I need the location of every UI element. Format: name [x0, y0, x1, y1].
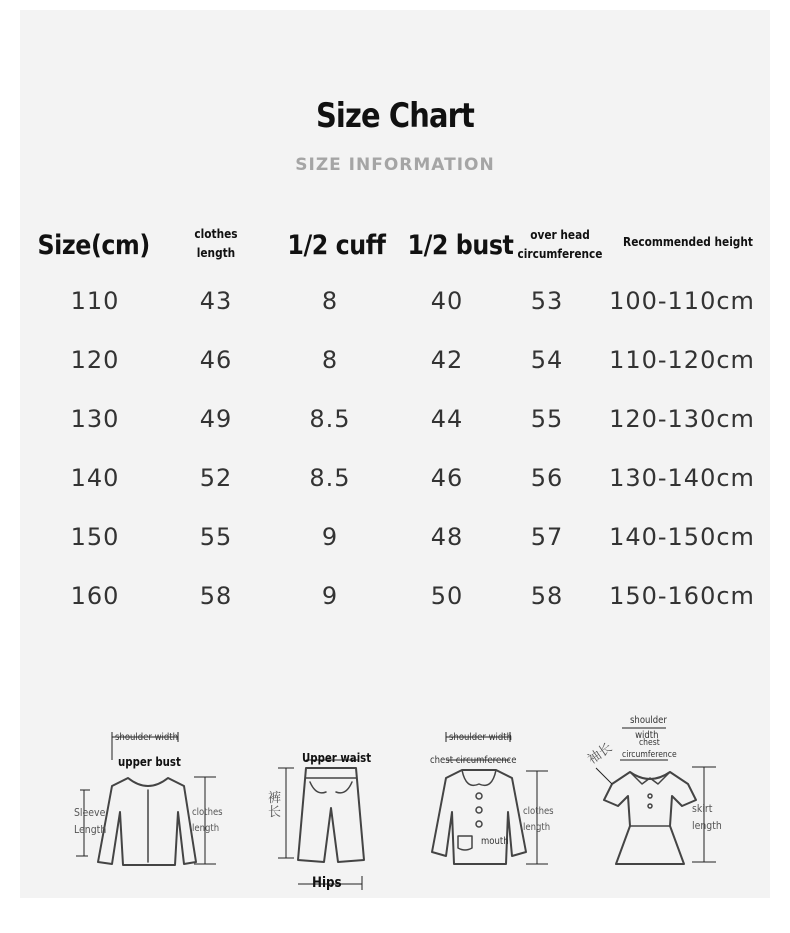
- column-header-over-head-line1: over head: [530, 228, 590, 242]
- cell-clothes-length: 43: [199, 287, 233, 315]
- cell-clothes-length: 46: [199, 346, 233, 374]
- pants-length-label: 裤长: [268, 791, 282, 820]
- cell-recommended-height: 140-150cm: [609, 523, 755, 551]
- pants-icon: [298, 768, 364, 862]
- shirt-clothes-length-line2: length: [523, 822, 551, 833]
- dress-shoulder-width-line2: width: [635, 730, 659, 741]
- cell-half-cuff: 9: [321, 523, 339, 551]
- cell-half-cuff: 8: [321, 346, 339, 374]
- cell-over-head: 56: [530, 464, 564, 492]
- cell-over-head: 58: [530, 582, 564, 610]
- column-header-clothes-length-line1: clothes: [194, 227, 238, 241]
- jacket-icon: [98, 778, 196, 865]
- jacket-upper-bust-label: upper bust: [118, 755, 181, 769]
- cell-size: 130: [70, 405, 120, 433]
- shirt-clothes-length-line1: clothes: [523, 806, 554, 817]
- cell-half-cuff: 9: [321, 582, 339, 610]
- column-header-recommended-height: Recommended height: [623, 235, 753, 249]
- jacket-clothes-length-line2: length: [192, 823, 220, 834]
- cell-size: 110: [70, 287, 120, 315]
- cell-over-head: 57: [530, 523, 564, 551]
- column-header-over-head-line2: circumference: [517, 247, 603, 261]
- page-subtitle: SIZE INFORMATION: [295, 155, 495, 175]
- jacket-measure-lines: [76, 732, 216, 864]
- cell-half-bust: 50: [430, 582, 464, 610]
- cell-clothes-length: 55: [199, 523, 233, 551]
- cell-half-cuff: 8.5: [309, 464, 351, 492]
- pants-upper-waist-label: Upper waist: [302, 751, 372, 765]
- cell-half-bust: 42: [430, 346, 464, 374]
- jacket-sleeve-length-line1: Sleeve: [74, 806, 106, 819]
- cell-over-head: 55: [530, 405, 564, 433]
- column-header-clothes-length-line2: length: [196, 246, 236, 260]
- cell-half-bust: 46: [430, 464, 464, 492]
- cell-half-cuff: 8: [321, 287, 339, 315]
- jacket-clothes-length-line1: clothes: [192, 807, 223, 818]
- dress-icon: [604, 772, 696, 864]
- dress-skirt-length-line1: skirt: [692, 802, 713, 815]
- pants-measure-lines: [278, 760, 362, 890]
- column-header-half-bust: 1/2 bust: [407, 230, 514, 261]
- jacket-sleeve-length-label: [74, 804, 106, 838]
- page-title: Size Chart: [315, 96, 475, 136]
- cell-clothes-length: 52: [199, 464, 233, 492]
- cell-half-cuff: 8.5: [309, 405, 351, 433]
- shirt-clothes-length-label: [523, 804, 554, 836]
- cell-half-bust: 44: [430, 405, 464, 433]
- shirt-chest-circumference-label: chest circumference: [430, 755, 517, 766]
- jacket-shoulder-width-label: shoulder width: [115, 732, 179, 743]
- column-header-size: Size(cm): [37, 230, 150, 261]
- shirt-shoulder-width-label: shoulder width: [449, 732, 513, 743]
- cell-half-bust: 48: [430, 523, 464, 551]
- column-header-half-cuff: 1/2 cuff: [287, 230, 386, 261]
- pants-hips-label: Hips: [312, 875, 342, 891]
- cell-size: 160: [70, 582, 120, 610]
- jacket-clothes-length-label: [192, 805, 223, 837]
- shirt-mouth-label: mouth: [481, 836, 509, 847]
- cell-half-bust: 40: [430, 287, 464, 315]
- dress-sleeve-length-label: 袖长: [585, 740, 616, 768]
- dress-chest-circumference-line2: circumference: [622, 750, 677, 760]
- dress-chest-circumference-line1: chest: [638, 738, 660, 748]
- dress-chest-circumference-label: [622, 737, 677, 761]
- cell-size: 150: [70, 523, 120, 551]
- dress-shoulder-width-line1: shoulder: [630, 715, 667, 726]
- dress-skirt-length-label: [692, 800, 722, 834]
- cell-recommended-height: 120-130cm: [609, 405, 755, 433]
- cell-recommended-height: 150-160cm: [609, 582, 755, 610]
- cell-over-head: 54: [530, 346, 564, 374]
- cell-recommended-height: 110-120cm: [609, 346, 755, 374]
- cell-clothes-length: 58: [199, 582, 233, 610]
- cell-size: 140: [70, 464, 120, 492]
- shirt-icon: [432, 770, 526, 864]
- cell-over-head: 53: [530, 287, 564, 315]
- cell-recommended-height: 100-110cm: [609, 287, 755, 315]
- cell-size: 120: [70, 346, 120, 374]
- cell-recommended-height: 130-140cm: [609, 464, 755, 492]
- jacket-sleeve-length-line2: Length: [74, 823, 107, 836]
- dress-skirt-length-line2: length: [692, 819, 722, 832]
- cell-clothes-length: 49: [199, 405, 233, 433]
